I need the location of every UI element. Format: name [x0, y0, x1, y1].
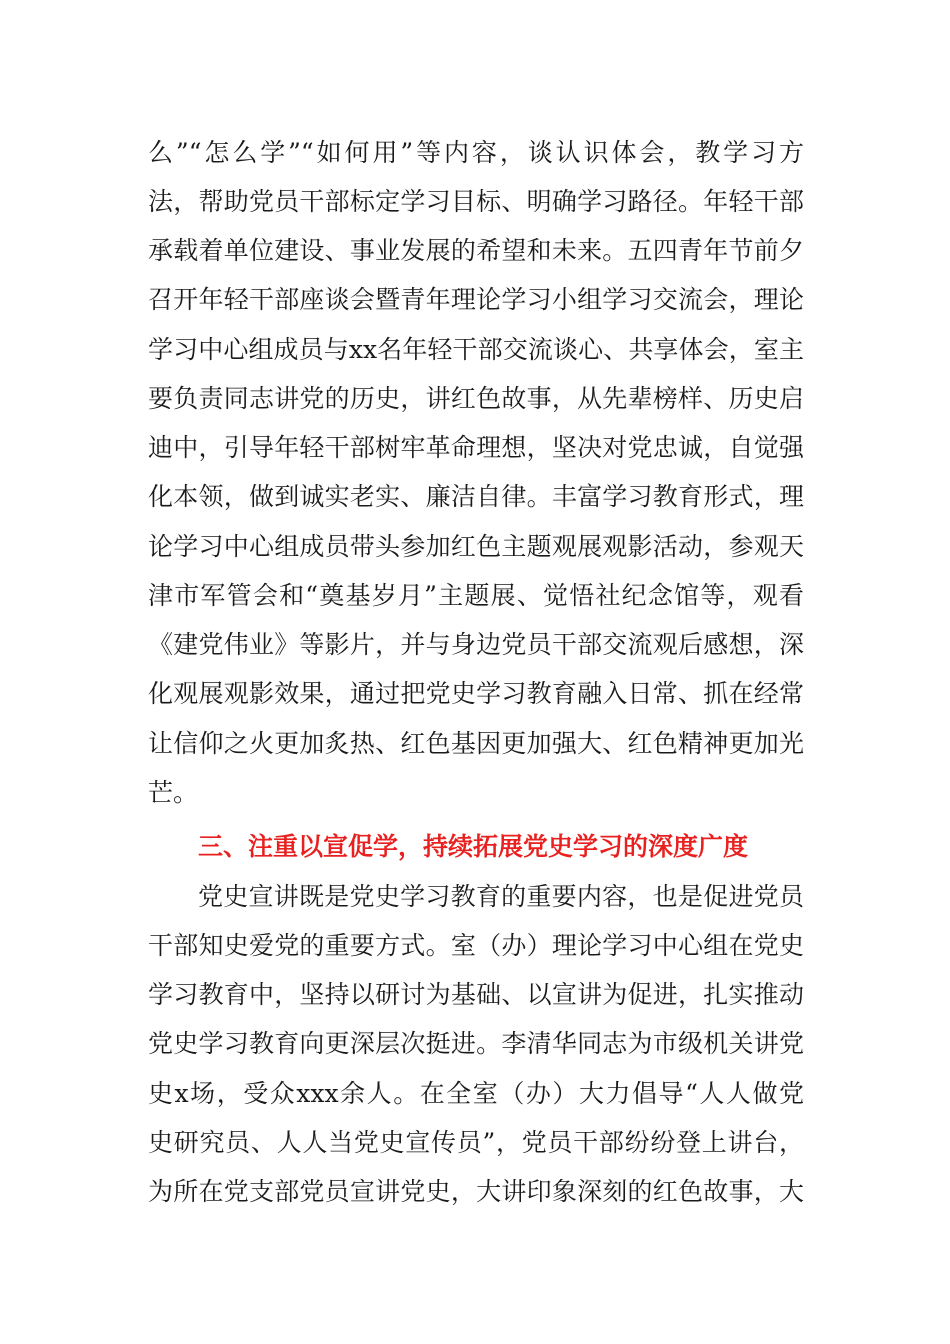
- paragraph-line: 么”“怎么学”“如何用”等内容，谈认识体会，教学习方: [148, 138, 804, 167]
- paragraph-line: 迪中，引导年轻干部树牢革命理想，坚决对党忠诚，自觉强: [148, 433, 804, 462]
- paragraph-line: 《建党伟业》等影片，并与身边党员干部交流观后感想，深: [148, 630, 804, 659]
- paragraph-line: 学习中心组成员与xx名年轻干部交流谈心、共享体会，室主: [148, 335, 804, 364]
- paragraph-line: 为所在党支部党员宣讲党史，大讲印象深刻的红色故事，大: [148, 1177, 804, 1206]
- paragraph-line: 史x场，受众xxx余人。在全室（办）大力倡导“人人做党: [148, 1079, 804, 1108]
- paragraph-line: 召开年轻干部座谈会暨青年理论学习小组学习交流会，理论: [148, 285, 804, 314]
- paragraph-line: 干部知史爱党的重要方式。室（办）理论学习中心组在党史: [148, 931, 804, 960]
- paragraph-line: 要负责同志讲党的历史，讲红色故事，从先辈榜样、历史启: [148, 384, 804, 413]
- paragraph-line: 党史学习教育向更深层次挺进。李清华同志为市级机关讲党: [148, 1029, 804, 1058]
- paragraph-line: 法，帮助党员干部标定学习目标、明确学习路径。年轻干部: [148, 187, 804, 216]
- paragraph-line: 化观展观影效果，通过把党史学习教育融入日常、抓在经常: [148, 679, 804, 708]
- paragraph-line: 史研究员、人人当党史宣传员”，党员干部纷纷登上讲台，: [148, 1128, 804, 1157]
- paragraph-line: 化本领，做到诚实老实、廉洁自律。丰富学习教育形式，理: [148, 482, 804, 511]
- paragraph-line: 津市军管会和“奠基岁月”主题展、觉悟社纪念馆等，观看: [148, 581, 804, 610]
- paragraph-line: 党史宣讲既是党史学习教育的重要内容，也是促进党员: [198, 882, 804, 911]
- paragraph-line: 芒。: [148, 778, 199, 807]
- paragraph-line: 学习教育中，坚持以研讨为基础、以宣讲为促进，扎实推动: [148, 980, 804, 1009]
- paragraph-line: 论学习中心组成员带头参加红色主题观展观影活动，参观天: [148, 532, 804, 561]
- paragraph-line: 让信仰之火更加炙热、红色基因更加强大、红色精神更加光: [148, 729, 804, 758]
- paragraph-line: 承载着单位建设、事业发展的希望和未来。五四青年节前夕: [148, 236, 804, 265]
- section-heading: 三、注重以宣促学，持续拓展党史学习的深度广度: [198, 832, 749, 861]
